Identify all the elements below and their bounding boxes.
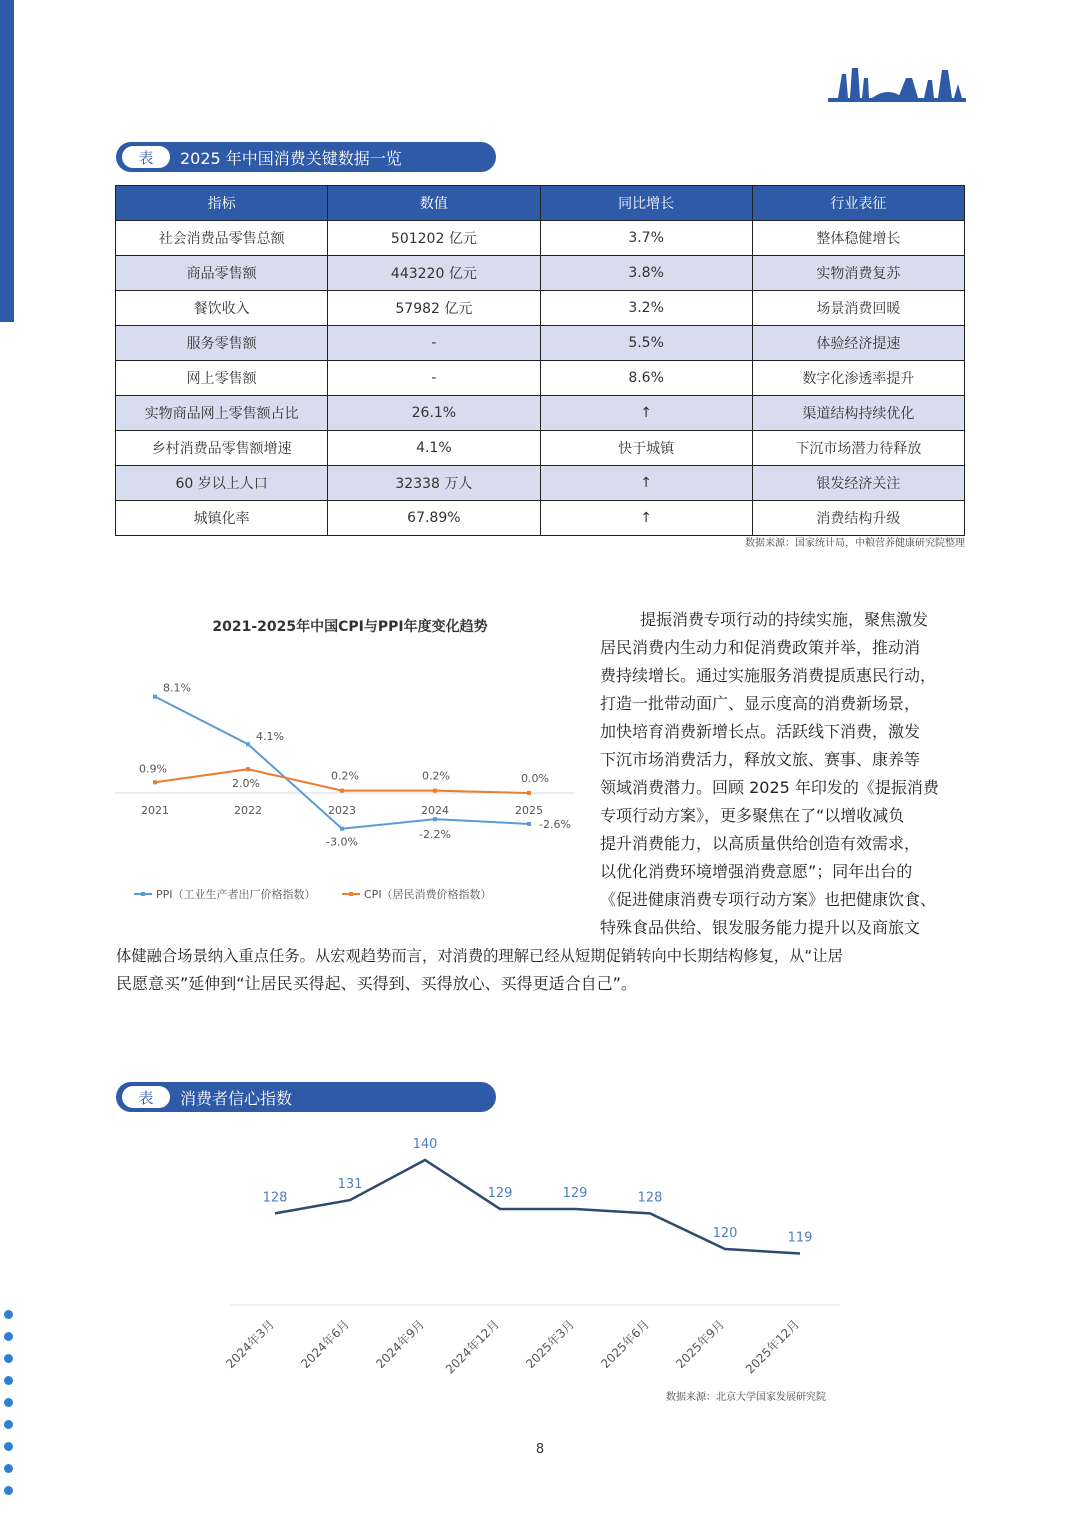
data-point [246,767,250,771]
table-cell: 体验经济提速 [752,326,964,361]
table-cell: 渠道结构持续优化 [752,396,964,431]
data-label: 0.0% [521,772,549,785]
table-row [116,431,965,466]
x-tick-label: 2024年6月 [298,1317,353,1372]
table-title: 2025 年中国消费关键数据一览 [180,148,402,168]
paragraph-line: 体健融合场景纳入重点任务。从宏观趋势而言，对消费的理解已经从短期促销转向中长期结构修复，从“让居 [116,947,843,965]
city-skyline-logo [828,64,966,106]
table-row [116,291,965,326]
table-row [116,466,965,501]
data-point [246,742,250,746]
data-label: -3.0% [326,835,358,849]
data-label: 120 [712,1226,738,1241]
paragraph-line: 领域消费潜力。回顾 2025 年印发的《提振消费 [600,778,939,797]
legend-label-ppi: PPI（工业生产者出厂价格指数） [156,888,316,901]
data-label: 131 [337,1177,363,1193]
data-label: 129 [487,1185,513,1201]
paragraph-line: 提升消费能力，以高质量供给创造有效需求， [600,834,921,853]
x-tick-label: 2024 [421,804,449,817]
data-label: -2.6% [539,817,571,831]
data-label: 0.2% [331,769,359,783]
data-label: 119 [787,1230,813,1246]
paragraph-line: 下沉市场消费活力，释放文旅、赛事、康养等 [600,750,921,769]
consumption-data-table [115,185,965,536]
table-cell: 3.7% [540,221,752,256]
data-label: 8.1% [163,681,191,695]
table-section-header [116,142,496,172]
x-tick-label: 2022 [234,804,262,817]
table-row [116,326,965,361]
table-cell: 3.2% [540,291,752,326]
confidence-section-header [116,1082,496,1112]
x-tick-label: 2025 [515,804,543,817]
table-cell: 67.89% [328,501,540,536]
x-tick-label: 2025年6月 [598,1317,653,1372]
data-label: 128 [262,1190,288,1206]
paragraph-line: 民愿意买”延伸到“让居民买得起、买得到、买得放心、买得更适合自己”。 [116,974,637,993]
x-tick-label: 2025年3月 [523,1317,578,1372]
data-label: 0.9% [139,762,167,776]
header-indicator: 指标 [116,186,328,221]
data-label: -2.2% [419,828,451,842]
table-cell: 443220 亿元 [328,256,540,291]
confidence-tag-pill: 表 [122,1086,170,1108]
table-cell: 社会消费品零售总额 [116,221,328,256]
table-cell: 5.5% [540,326,752,361]
paragraph-line: 专项行动方案》，更多聚焦在了“以增收减负 [600,806,905,825]
decorative-dots [0,1310,22,1510]
left-accent-bar [0,0,14,322]
table-cell: 服务零售额 [116,326,328,361]
table-cell: 银发经济关注 [752,466,964,501]
header-growth: 同比增长 [540,186,752,221]
table-cell: 餐饮收入 [116,291,328,326]
header-value: 数值 [328,186,540,221]
legend-label-cpi: CPI（居民消费价格指数） [364,888,492,901]
table-cell: - [328,326,540,361]
data-point [433,789,437,793]
paragraph-line: 特殊食品供给、银发服务能力提升以及商旅文 [600,918,921,937]
table-cell: 实物商品网上零售额占比 [116,396,328,431]
table-cell: 乡村消费品零售额增速 [116,431,328,466]
table-cell: 26.1% [328,396,540,431]
legend-marker-ppi [141,892,145,896]
x-tick-label: 2025年12月 [742,1317,803,1377]
data-point [153,780,157,784]
table-cell: - [328,361,540,396]
table-row [116,256,965,291]
table-cell: 501202 亿元 [328,221,540,256]
table-cell: 60 岁以上人口 [116,466,328,501]
page-number: 8 [535,1442,545,1457]
confidence-source-note: 数据来源：北京大学国家发展研究院 [666,1392,826,1403]
cpi-ppi-chart [110,640,590,920]
table-cell: 57982 亿元 [328,291,540,326]
table-row [116,221,965,256]
table-cell: 4.1% [328,431,540,466]
data-point [153,695,157,699]
legend-marker-cpi [349,892,353,896]
x-tick-label: 2025年9月 [673,1317,728,1372]
table-tag-pill: 表 [122,146,170,168]
data-label: 4.1% [256,730,284,744]
table-cell: 数字化渗透率提升 [752,361,964,396]
paragraph-line: 以优化消费环境增强消费意愿”；同年出台的 [600,862,913,881]
table-cell: ↑ [540,501,752,536]
table-cell: 32338 万人 [328,466,540,501]
consumer-confidence-chart [200,1120,850,1390]
paragraph-line: 费持续增长。通过实施服务消费提质惠民行动， [600,666,937,685]
data-point [527,791,531,795]
table-cell: 下沉市场潜力待释放 [752,431,964,466]
table-cell: 快于城镇 [540,431,752,466]
paragraph-line: 居民消费内生动力和促消费政策并举，推动消 [600,638,921,657]
table-cell: 整体稳健增长 [752,221,964,256]
table-cell: 实物消费复苏 [752,256,964,291]
x-tick-label: 2024年9月 [373,1317,428,1372]
data-label: 0.2% [422,769,450,783]
table-cell: 3.8% [540,256,752,291]
table-source-note: 数据来源：国家统计局，中粮营养健康研究院整理 [745,538,965,549]
paragraph-line: 加快培育消费新增长点。活跃线下消费，激发 [600,722,921,741]
table-cell: 消费结构升级 [752,501,964,536]
table-row [116,361,965,396]
paragraph-line: 《促进健康消费专项行动方案》也把健康饮食、 [600,890,937,909]
table-row [116,396,965,431]
data-point [433,817,437,821]
table-cell: ↑ [540,396,752,431]
x-tick-label: 2024年12月 [442,1317,503,1377]
data-point [340,789,344,793]
table-cell: ↑ [540,466,752,501]
table-cell: 场景消费回暖 [752,291,964,326]
table-cell: 网上零售额 [116,361,328,396]
cpi-ppi-chart-title: 2021-2025年中国CPI与PPI年度变化趋势 [212,619,488,635]
data-label: 140 [412,1137,438,1152]
paragraph-line: 提振消费专项行动的持续实施，聚焦激发 [640,610,929,629]
data-label: 129 [562,1185,588,1201]
x-tick-label: 2024年3月 [223,1317,278,1372]
table-cell: 8.6% [540,361,752,396]
data-label: 2.0% [232,777,260,791]
confidence-title: 消费者信心指数 [180,1088,293,1108]
x-tick-label: 2021 [141,804,169,817]
table-header-row [116,186,965,221]
table-cell: 商品零售额 [116,256,328,291]
data-point [527,822,531,826]
table-cell: 城镇化率 [116,501,328,536]
header-characterization: 行业表征 [752,186,964,221]
table-row [116,501,965,536]
x-tick-label: 2023 [328,804,356,817]
paragraph-line: 打造一批带动面广、显示度高的消费新场景， [600,694,921,713]
data-label: 128 [637,1190,663,1206]
data-point [340,827,344,831]
